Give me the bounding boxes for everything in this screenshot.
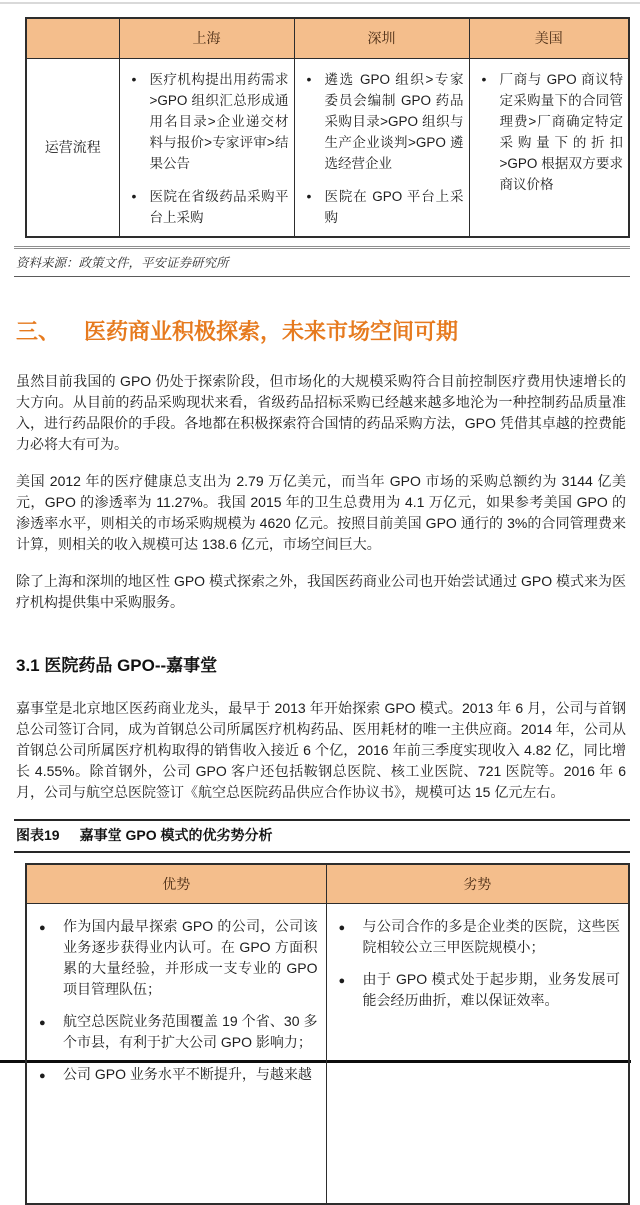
list-item: ● 与公司合作的多是企业类的医院，这些医院相较公立三甲医院规模小； xyxy=(331,916,621,958)
gpo-comparison-table xyxy=(25,17,630,238)
comparison-row-operations xyxy=(26,58,629,237)
usa-bullet-list xyxy=(473,69,624,195)
comparison-header-shanghai: 上海 xyxy=(119,18,294,58)
section-heading xyxy=(16,319,626,345)
comparison-header-usa: 美国 xyxy=(469,18,629,58)
source-text: 资料来源：政策文件，平安证券研究所 xyxy=(16,255,229,270)
figure19-pros-cons-table xyxy=(25,863,630,1205)
advantages-bullet-list xyxy=(31,916,318,1085)
paragraph: 虽然目前我国的 GPO 仍处于探索阶段，但市场化的大规模采购符合目前控制医疗费用快速增长的大方向。从目前的药品采购现状来看，省级药品招标采购已经越来越多地沦为一种控制药品质量准入，进行药品限价的手段。各地都在积极探索符合国情的药品采购方法，GPO 凭借其卓越的控费能力必将大有可为。 xyxy=(16,372,626,452)
section-title: 医药商业积极探索，未来市场空间可期 xyxy=(84,318,459,344)
list-item: ● 由于 GPO 模式处于起步期，业务发展可能会经历曲折，难以保证效率。 xyxy=(331,969,621,1011)
figure-caption-label: 图表19 xyxy=(16,826,60,843)
comparison-header-shenzhen: 深圳 xyxy=(294,18,469,58)
cell-shenzhen-operations xyxy=(294,58,469,237)
comparison-header-corner-cell xyxy=(26,18,119,58)
figure19-header-advantages: 优势 xyxy=(26,864,326,904)
list-item: • 医院在省级药品采购平台上采购 xyxy=(123,186,289,228)
figure19-table-clip xyxy=(0,863,631,1082)
cell-usa-operations xyxy=(469,58,629,237)
shenzhen-bullet-list xyxy=(298,69,464,228)
figure19-body-row xyxy=(26,904,629,1204)
paragraph: 除了上海和深圳的地区性 GPO 模式探索之外，我国医药商业公司也开始尝试通过 GPO 模式来为医疗机构提供集中采购服务。 xyxy=(16,572,626,610)
figure-caption-title: 嘉事堂 GPO 模式的优劣势分析 xyxy=(79,826,273,843)
subsection-heading: 3.1 医院药品 GPO--嘉事堂 xyxy=(16,655,218,675)
comparison-table-header-row xyxy=(26,18,629,58)
section-number: 三、 xyxy=(16,318,61,344)
cell-disadvantages xyxy=(326,904,629,1204)
shanghai-bullet-list xyxy=(123,69,289,228)
figure-caption xyxy=(14,819,630,853)
row-label-operations: 运营流程 xyxy=(26,58,119,237)
list-item: • 医疗机构提出用药需求>GPO 组织汇总形成通用名目录>企业递交材料与报价>专家评审>结果公告 xyxy=(123,69,289,174)
disadvantages-bullet-list xyxy=(331,916,621,1011)
cell-advantages xyxy=(26,904,326,1204)
cell-shanghai-operations xyxy=(119,58,294,237)
research-report-page xyxy=(0,2,640,1082)
figure19-header-row xyxy=(26,864,629,904)
list-item: ● 作为国内最早探索 GPO 的公司，公司该业务逐步获得业内认可。在 GPO 方面积累的大量经验，并形成一支专业的 GPO 项目管理队伍； xyxy=(31,916,318,1000)
data-source-note xyxy=(14,246,630,277)
list-item: • 遴选 GPO 组织>专家委员会编制 GPO 药品采购目录>GPO 组织与生产企业谈判>GPO 遴选经营企业 xyxy=(298,69,464,174)
paragraph: 嘉事堂是北京地区医药商业龙头，最早于 2013 年开始探索 GPO 模式。2013 年 6 月，公司与首钢总公司签订合同，成为首钢总公司所属医疗机构药品、医用耗材的唯一主供应商。2014 年，公司从首钢总公司所属医疗机构取得的销售收入接近 6 个亿，2016 年前三季度实现收入 4.82 亿，同比增长 4.55%。除首钢外，公司 GPO 客户还包括鞍钢总医院、核工业医院、721 医院等。2016 年 6 月，公司与航空总医院签订《航空总医院药品供应合作协议书》，规模可达 15 亿元左右。 xyxy=(16,699,626,800)
figure19-header-disadvantages: 劣势 xyxy=(326,864,629,904)
paragraph: 美国 2012 年的医疗健康总支出为 2.79 万亿美元，而当年 GPO 市场的采购总额约为 3144 亿美元，GPO 的渗透率为 11.27%。我国 2015 年的卫生总费用为 4.1 万亿元，如果参考美国 GPO 的渗透率水平，则相关的市场采购规模为 4620 亿元。按照目前美国 GPO 通行的 3%的合同管理费来计算，则相关的收入规模可达 138.6 亿元，市场空间巨大。 xyxy=(16,472,626,552)
page-top-rule xyxy=(0,2,640,4)
list-item: ● 航空总医院业务范围覆盖 19 个省、30 多个市县，有利于扩大公司 GPO 影响力； xyxy=(31,1011,318,1053)
list-item: • 医院在 GPO 平台上采购 xyxy=(298,186,464,228)
list-item: • 厂商与 GPO 商议特定采购量下的合同管理费>厂商确定特定采购量下的折扣>GPO 根据双方要求商议价格 xyxy=(473,69,624,195)
list-item: ● 公司 GPO 业务水平不断提升，与越来越 xyxy=(31,1064,318,1085)
